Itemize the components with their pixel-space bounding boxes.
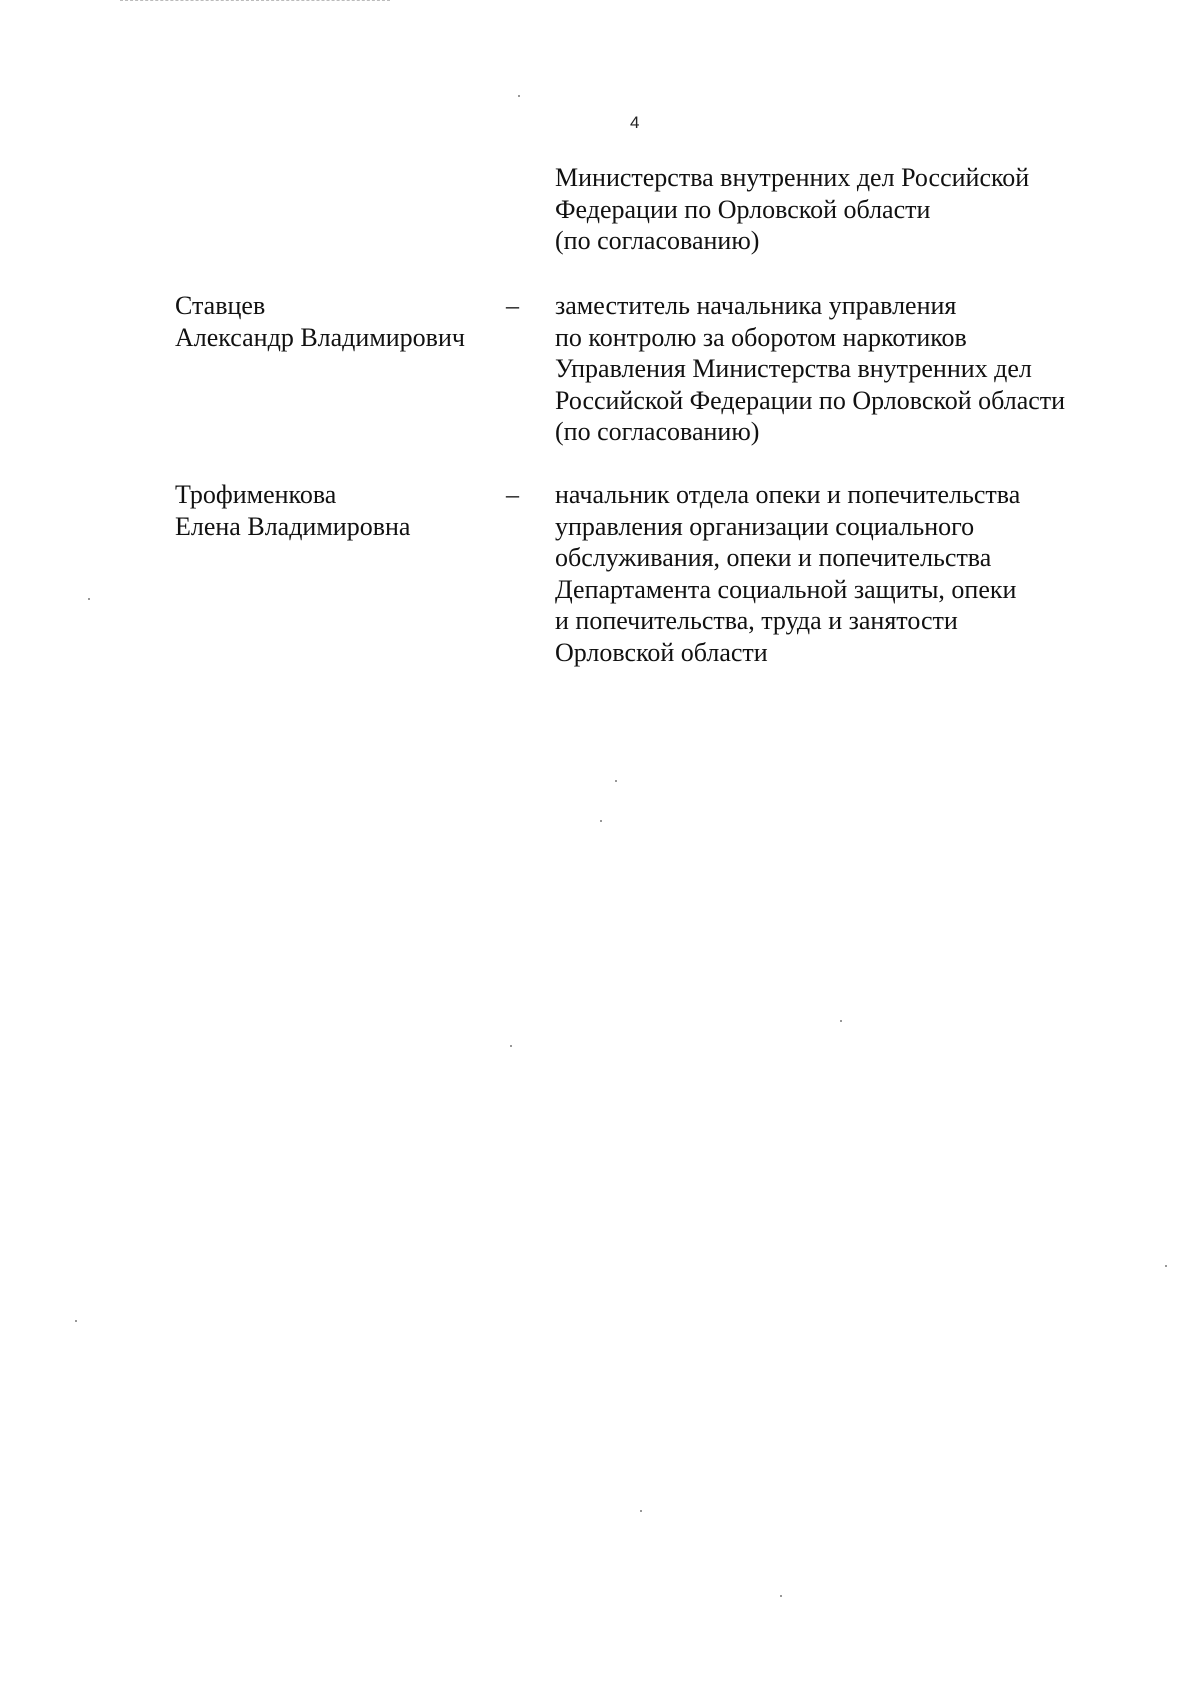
scan-speck (780, 1595, 782, 1597)
member-name (175, 479, 505, 542)
scan-edge-marks (120, 0, 390, 4)
scan-speck (640, 1510, 642, 1512)
scan-speck (518, 95, 520, 97)
description-line: (по согласованию) (555, 226, 760, 255)
member-description (555, 290, 1115, 448)
description-line: (по согласованию) (555, 417, 760, 446)
scan-speck (510, 1045, 512, 1047)
description-line: Министерства внутренних дел Российской (555, 163, 1030, 192)
description-line: управления организации социального (555, 511, 975, 541)
scan-speck (88, 598, 90, 600)
scan-speck (840, 1020, 842, 1022)
description-line: заместитель начальника управления (555, 291, 957, 320)
entry-dash: – (506, 291, 519, 320)
entry-dash: – (506, 480, 519, 509)
description-line: обслуживания, опеки и попечительства (555, 543, 992, 572)
description-line: Российской Федерации по Орловской области (555, 385, 1066, 415)
continuation-description (555, 162, 1115, 257)
description-line: Федерации по Орловской области (555, 194, 931, 224)
member-description (555, 479, 1115, 668)
member-given-names: Александр Владимирович (175, 322, 465, 352)
scan-speck (615, 780, 617, 782)
description-line: и попечительства, труда и занятости (555, 606, 958, 635)
member-surname: Ставцев (175, 291, 266, 320)
scan-speck (600, 820, 602, 822)
description-line: Департамента социальной защиты, опеки (555, 574, 1017, 604)
page-number: 4 (630, 113, 640, 132)
description-line: Орловской области (555, 637, 768, 667)
description-line: Управления Министерства внутренних дел (555, 354, 1032, 383)
description-line: по контролю за оборотом наркотиков (555, 322, 967, 352)
member-given-names: Елена Владимировна (175, 511, 411, 541)
member-name (175, 290, 505, 353)
member-surname: Трофименкова (175, 480, 337, 509)
scan-speck (75, 1320, 77, 1322)
description-line: начальник отдела опеки и попечительства (555, 480, 1021, 509)
scan-speck (1165, 1265, 1167, 1267)
